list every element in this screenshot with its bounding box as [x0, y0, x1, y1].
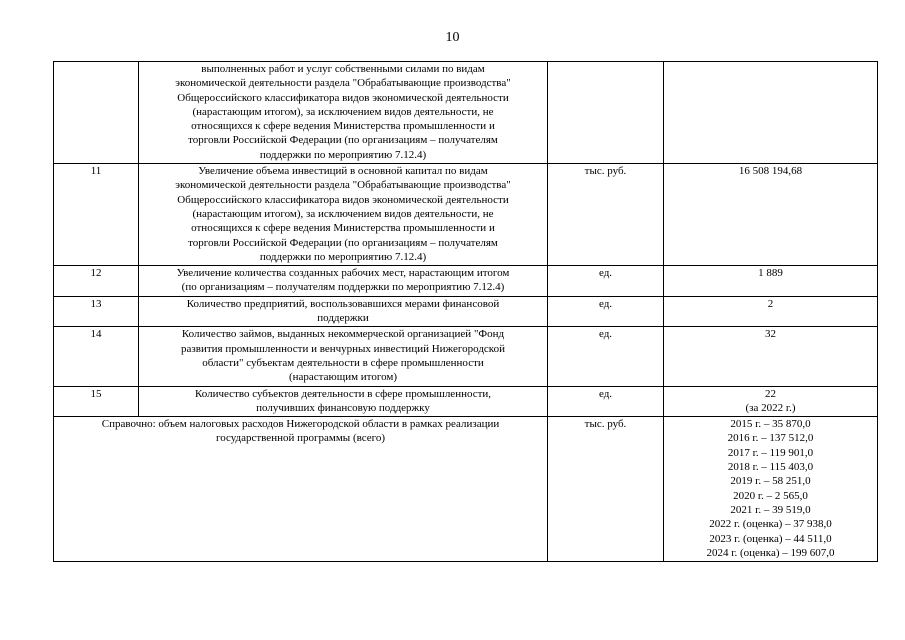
indicator-name-cell: Увеличение количества созданных рабочих мест, нарастающим итогом (по организациям – получателям поддержки по мероприятию 7.12.4) [139, 266, 548, 297]
reference-value: 2017 г. – 119 901,0 [727, 446, 814, 459]
value-cell: 2 [664, 296, 878, 327]
indicator-name-cell: Увеличение объема инвестиций в основной капитал по видам экономической деятельности раздела "Обрабатывающие производства" Общероссийского классификатора видов экономической деятельности (нарастающим итогом), за исключением видов деятельности, не относящихся к сфере ведения Министерства промышленности и торговли Российской Федерации (по организациям – получателям поддержки по мероприятию 7.12.4) [139, 164, 548, 266]
table-row [54, 386, 878, 417]
table-row [54, 327, 878, 386]
reference-value: 2015 г. – 35 870,0 [730, 418, 811, 431]
row-number-cell [54, 62, 139, 164]
value-cell: 22 (за 2022 г.) [664, 386, 878, 417]
reference-row [54, 417, 878, 562]
indicator-name-cell: выполненных работ и услуг собственными силами по видам экономической деятельности раздела "Обрабатывающие производства" Общероссийского классификатора видов экономической деятельности (нарастающим итогом), за исключением видов деятельности, не относящихся к сфере ведения Министерства промышленности и торговли Российской Федерации (по организациям – получателям поддержки по мероприятию 7.12.4) [139, 62, 548, 164]
indicator-name-cell: Количество субъектов деятельности в сфере промышленности, получивших финансовую поддержку [139, 386, 548, 417]
unit-cell: ед. [548, 296, 664, 327]
indicators-table [53, 61, 878, 562]
table-row [54, 266, 878, 297]
reference-value: 2020 г. – 2 565,0 [733, 489, 808, 502]
reference-value: 2019 г. – 58 251,0 [730, 475, 811, 488]
table-row [54, 164, 878, 266]
reference-value: 2016 г. – 137 512,0 [727, 432, 814, 445]
reference-value: 2022 г. (оценка) – 37 938,0 [709, 518, 832, 531]
unit-cell: ед. [548, 266, 664, 297]
reference-value: 2021 г. – 39 519,0 [730, 503, 811, 516]
reference-label-cell: Справочно: объем налоговых расходов Нижегородской области в рамках реализации государственной программы (всего) [54, 417, 548, 562]
indicator-name-cell: Количество займов, выданных некоммерческой организацией "Фонд развития промышленности и венчурных инвестиций Нижегородской области" субъектам деятельности в сфере промышленности (нарастающим итогом) [139, 327, 548, 386]
row-number-cell: 15 [54, 386, 139, 417]
row-number-cell: 14 [54, 327, 139, 386]
unit-cell: ед. [548, 386, 664, 417]
value-cell [664, 62, 878, 164]
unit-cell [548, 62, 664, 164]
row-number-cell: 11 [54, 164, 139, 266]
page-number: 10 [445, 30, 460, 45]
value-cell: 16 508 194,68 [664, 164, 878, 266]
unit-cell: ед. [548, 327, 664, 386]
reference-value: 2024 г. (оценка) – 199 607,0 [706, 546, 835, 559]
value-cell: 32 [664, 327, 878, 386]
table-row [54, 62, 878, 164]
reference-unit-cell: тыс. руб. [548, 417, 664, 562]
value-cell: 1 889 [664, 266, 878, 297]
row-number-cell: 12 [54, 266, 139, 297]
unit-cell: тыс. руб. [548, 164, 664, 266]
reference-value: 2018 г. – 115 403,0 [727, 461, 814, 474]
reference-values-cell [664, 417, 878, 562]
reference-value: 2023 г. (оценка) – 44 511,0 [709, 532, 832, 545]
row-number-cell: 13 [54, 296, 139, 327]
indicator-name-cell: Количество предприятий, воспользовавшихся мерами финансовой поддержки [139, 296, 548, 327]
table-row [54, 296, 878, 327]
